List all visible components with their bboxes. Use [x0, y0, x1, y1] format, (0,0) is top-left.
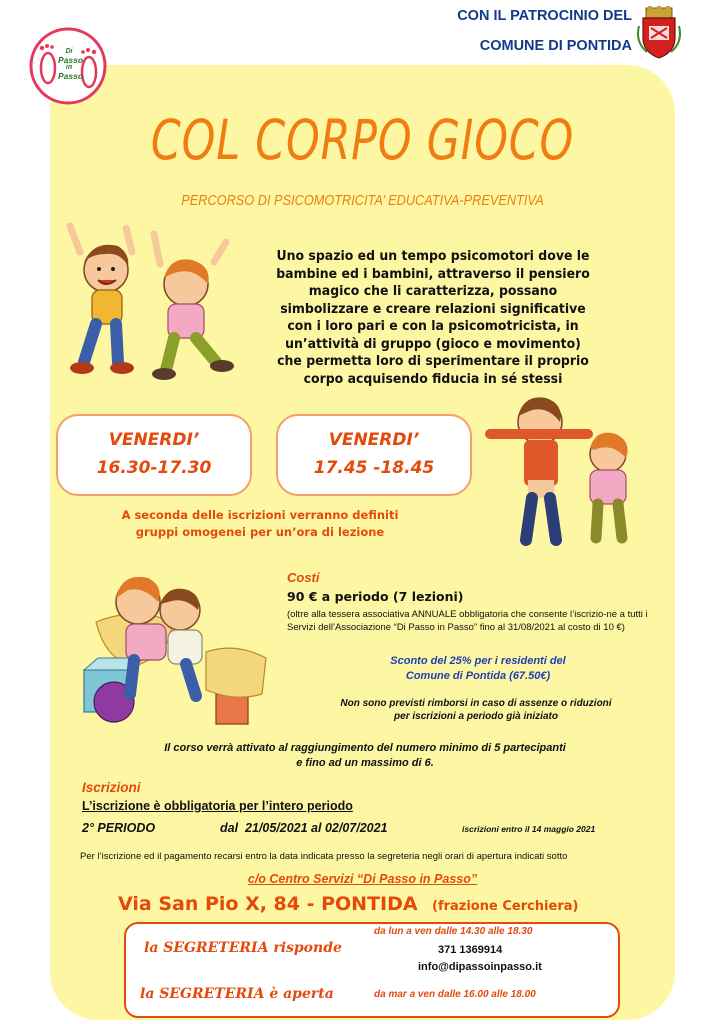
secretariat-box: [124, 922, 620, 1018]
enrollment-heading: Iscrizioni: [82, 780, 141, 795]
refund-line-1: Non sono previsti rimborsi in caso di assenze o riduzioni: [340, 698, 612, 709]
logo-word-di: Di: [65, 48, 73, 55]
course-description: Uno spazio ed un tempo psicomotori dove le bambine ed i bambini, attraverso il pensiero magico che li caratterizza, possano simbolizzare e creare relazioni significative con i loro pari e con la psicomotricista, in un’attività di gruppo (gioco e movimento) che permetta loro di sperimentare il proprio corpo acquisendo fiducia in sé stessi: [276, 249, 590, 387]
session-2-day: VENERDI’: [328, 430, 420, 450]
session-box-2: [276, 414, 472, 496]
jumping-children-illustration: [66, 222, 246, 382]
secretariat-email[interactable]: info@dipassoinpasso.it: [418, 961, 542, 973]
session-2-time: 17.45 -18.45: [313, 458, 435, 478]
secretariat-responds-hours: da lun a ven dalle 14.30 alle 18.30: [374, 926, 533, 937]
activation-line-1: Il corso verrà attivato al raggiungimento del numero minimo di 5 partecipanti: [164, 742, 566, 754]
groups-note-line-2: gruppi omogenei per un’ora di lezione: [135, 525, 385, 539]
logo-word-passo: Passo: [58, 55, 84, 65]
poster-subtitle: PERCORSO DI PSICOMOTRICITA’ EDUCATIVA-PREVENTIVA: [181, 192, 544, 209]
enrollment-deadline: iscrizioni entro il 14 maggio 2021: [462, 824, 596, 834]
costs-membership-note: (oltre alla tessera associativa ANNUALE obbligatoria che consente l’iscrizio-ne a tutti i Servizi dell’Associazione “Di Passo in Passo” fino al 31/08/2021 al costo di 10 €): [287, 609, 648, 633]
session-box-1: [56, 414, 252, 496]
enrollment-period-label: 2° PERIODO: [82, 821, 156, 835]
discount-line-1: Sconto del 25% per i residenti del: [390, 655, 566, 667]
patronage-line-2: COMUNE DI PONTIDA: [479, 38, 632, 54]
activation-line-2: e fino ad un massimo di 6.: [296, 757, 434, 769]
enrollment-address: Via San Pio X, 84 - PONTIDA: [118, 893, 418, 915]
session-1-time: 16.30-17.30: [96, 458, 212, 478]
children-on-blocks-illustration: [76, 562, 276, 732]
logo-word-passo-2: Passo: [58, 71, 84, 81]
costs-price: 90 € a periodo (7 lezioni): [287, 589, 464, 604]
municipal-crest-icon: [637, 6, 681, 60]
secretariat-open-label: la SEGRETERIA è aperta: [140, 986, 334, 1002]
groups-note-line-1: A seconda delle iscrizioni verranno definiti: [121, 508, 399, 522]
enrollment-venue: c/o Centro Servizi “Di Passo in Passo”: [247, 872, 478, 886]
stretching-children-illustration: [484, 388, 660, 548]
secretariat-open-hours: da mar a ven dalle 16.00 alle 18.00: [374, 989, 536, 1000]
logo-word-in: in: [65, 64, 73, 71]
discount-line-2: Comune di Pontida (67.50€): [405, 670, 551, 682]
poster-title: COL CORPO GIOCO: [150, 108, 575, 172]
enrollment-mandatory: L’iscrizione è obbligatoria per l’intero periodo: [82, 799, 353, 813]
patronage-line-1: CON IL PATROCINIO DEL: [457, 8, 632, 24]
costs-heading: Costi: [287, 570, 320, 585]
association-logo: [28, 26, 108, 106]
enrollment-instructions: Per l’iscrizione ed il pagamento recarsi entro la data indicata presso la segreteria negli orari di apertura indicati sotto: [80, 851, 568, 862]
enrollment-period-dates: dal 21/05/2021 al 02/07/2021: [220, 821, 388, 835]
secretariat-phone[interactable]: 371 1369914: [438, 944, 503, 956]
secretariat-responds-label: la SEGRETERIA risponde: [144, 940, 342, 956]
session-1-day: VENERDI’: [108, 430, 200, 450]
refund-line-2: per iscrizioni a periodo già iniziato: [394, 711, 558, 722]
enrollment-area: (frazione Cerchiera): [432, 899, 579, 914]
